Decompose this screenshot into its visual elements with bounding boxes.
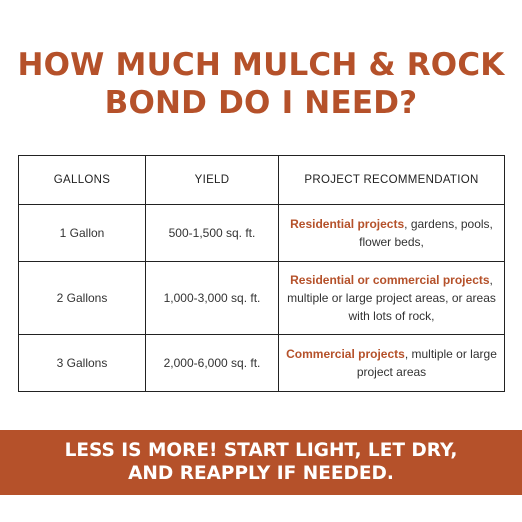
tip-banner [0,430,522,495]
table-header-row [19,156,505,205]
cell-gallons: 2 Gallons [19,262,146,335]
cell-recommendation [279,335,505,392]
coverage-table [18,155,505,392]
cell-yield: 1,000-3,000 sq. ft. [146,262,279,335]
header-project-recommendation: PROJECT RECOMMENDATION [279,156,505,205]
recommendation-text: , gardens, pools, flower beds, [359,217,493,249]
cell-gallons: 1 Gallon [19,205,146,262]
page-title [0,46,522,122]
title-line-1: HOW MUCH MULCH & ROCK [17,47,505,83]
header-gallons: GALLONS [19,156,146,205]
table-row [19,205,505,262]
recommendation-highlight: Residential or commercial projects [290,273,490,287]
recommendation-highlight: Residential projects [290,217,405,231]
cell-yield: 2,000-6,000 sq. ft. [146,335,279,392]
banner-line-2: AND REAPPLY IF NEEDED. [128,463,394,484]
table-row [19,262,505,335]
cell-gallons: 3 Gallons [19,335,146,392]
title-line-2: BOND DO I NEED? [104,85,418,121]
recommendation-text: , multiple or large project areas [356,347,497,379]
recommendation-highlight: Commercial projects [286,347,405,361]
recommendation-text: , multiple or large project areas, or areas with lots of rock, [287,273,496,323]
banner-line-1: LESS IS MORE! START LIGHT, LET DRY, [64,440,458,461]
cell-yield: 500-1,500 sq. ft. [146,205,279,262]
cell-recommendation [279,205,505,262]
header-yield: YIELD [146,156,279,205]
cell-recommendation [279,262,505,335]
table-row [19,335,505,392]
